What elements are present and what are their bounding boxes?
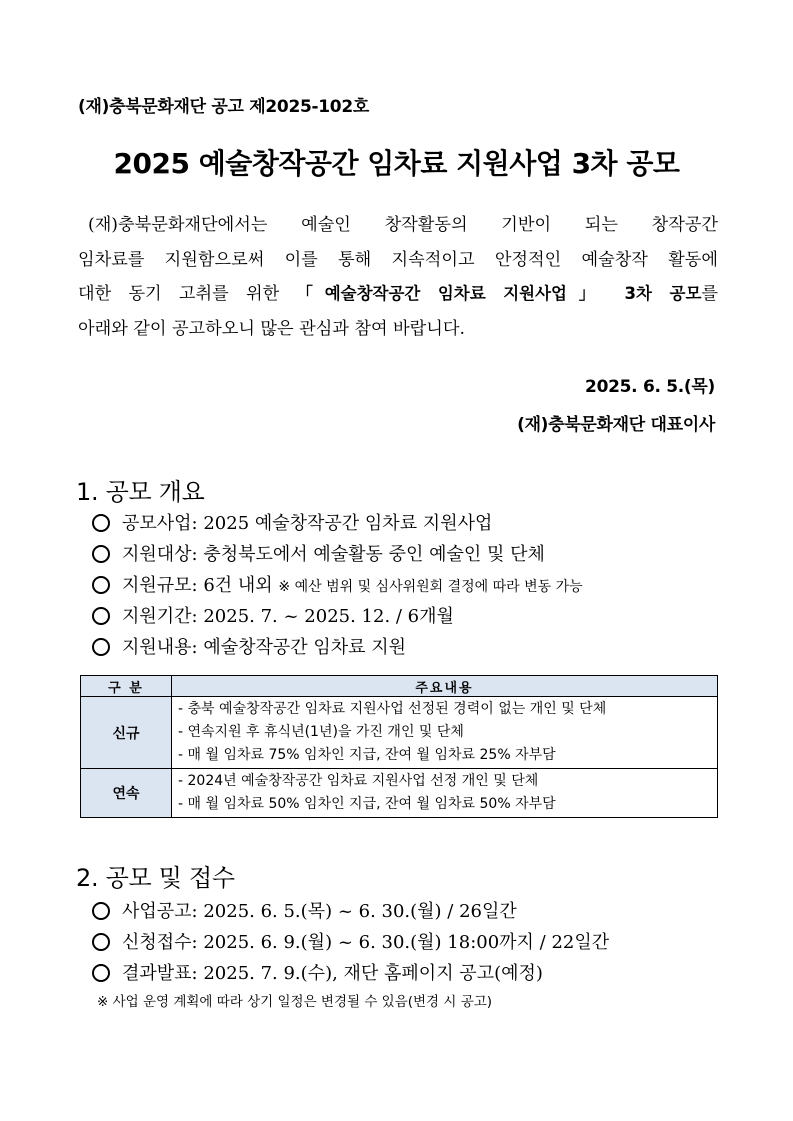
section-2-bullets <box>92 896 609 989</box>
section-2-heading <box>76 858 235 893</box>
circle-bullet-icon <box>92 933 110 951</box>
support-type-table <box>80 675 718 818</box>
list-item-text: 지원기간: 2025. 7. ~ 2025. 12. / 6개월 <box>122 606 454 627</box>
list-item <box>92 601 583 632</box>
circle-bullet-icon <box>92 576 110 594</box>
notice-number: (재)충북문화재단 공고 제2025-102호 <box>78 97 369 117</box>
signature-block <box>517 368 715 444</box>
section-1-heading <box>76 472 205 507</box>
circle-bullet-icon <box>92 902 110 920</box>
section-1-bullets <box>92 508 583 663</box>
schedule-footnote: ※ 사업 운영 계획에 따라 상기 일정은 변경될 수 있음(변경 시 공고) <box>97 994 493 1010</box>
table-cell-line: - 매 월 임차료 75% 임차인 지급, 잔여 월 임차료 25% 자부담 <box>178 747 556 763</box>
table-cell-line: - 충북 예술창작공간 임차료 지원사업 선정된 경력이 없는 개인 및 단체 <box>178 701 607 717</box>
list-item <box>92 896 609 927</box>
table-header-row <box>81 676 718 697</box>
list-item <box>92 570 583 601</box>
list-item <box>92 632 583 663</box>
list-item-text: 결과발표: 2025. 7. 9.(수), 재단 홈페이지 공고(예정) <box>122 963 543 984</box>
circle-bullet-icon <box>92 514 110 532</box>
table-cell-kind: 연속 <box>81 769 172 818</box>
intro-paragraph <box>78 208 718 346</box>
list-item-text: 지원규모: 6건 내외 <box>122 575 279 596</box>
signature-issuer: (재)충북문화재단 대표이사 <box>517 415 715 435</box>
circle-bullet-icon <box>92 638 110 656</box>
list-item-text: 공모사업: 2025 예술창작공간 임차료 지원사업 <box>122 513 493 534</box>
section-2-title: 공모 및 접수 <box>105 864 235 892</box>
section-1-number: 1. <box>76 478 99 506</box>
table-row <box>81 697 718 769</box>
list-item <box>92 927 609 958</box>
table-cell-content <box>172 697 718 769</box>
table-cell-kind: 신규 <box>81 697 172 769</box>
list-item-text: 사업공고: 2025. 6. 5.(목) ~ 6. 30.(월) / 26일간 <box>122 901 517 922</box>
list-item <box>92 539 583 570</box>
intro-line-1: (재)충북문화재단에서는 예술인 창작활동의 기반이 되는 창작공간 <box>88 215 718 235</box>
circle-bullet-icon <box>92 545 110 563</box>
table-header-content: 주요내용 <box>172 676 718 697</box>
section-2-number: 2. <box>76 864 99 892</box>
intro-line-3-suffix: 를 <box>701 284 718 304</box>
list-item-text: 지원대상: 충청북도에서 예술활동 중인 예술인 및 단체 <box>122 544 545 565</box>
intro-line-2: 임차료를 지원함으로써 이를 통해 지속적이고 안정적인 예술창작 활동에 <box>78 249 718 270</box>
circle-bullet-icon <box>92 607 110 625</box>
list-item-text: 신청접수: 2025. 6. 9.(월) ~ 6. 30.(월) 18:00까지 / 22일간 <box>122 932 610 953</box>
list-item <box>92 958 609 989</box>
list-item <box>92 508 583 539</box>
table-row <box>81 769 718 818</box>
page-title: 2025 예술창작공간 임차료 지원사업 3차 공모 <box>113 147 680 180</box>
table-cell-line: - 매 월 임차료 50% 임차인 지급, 잔여 월 임차료 50% 자부담 <box>178 796 556 812</box>
intro-line-3 <box>78 277 718 312</box>
signature-date: 2025. 6. 5.(목) <box>585 377 715 397</box>
circle-bullet-icon <box>92 964 110 982</box>
intro-line-4: 아래와 같이 공고하오니 많은 관심과 참여 바랍니다. <box>78 318 465 339</box>
table-cell-line: - 연속지원 후 휴식년(1년)을 가진 개인 및 단체 <box>178 724 464 740</box>
table-header-kind: 구 분 <box>81 676 172 697</box>
table-cell-line: - 2024년 예술창작공간 임차료 지원사업 선정 개인 및 단체 <box>178 773 539 789</box>
list-item-text: 지원내용: 예술창작공간 임차료 지원 <box>122 637 407 658</box>
intro-line-3-bold: 「예술창작공간 임차료 지원사업」 3차 공모 <box>296 284 702 303</box>
list-item-note: ※ 예산 범위 및 심사위원회 결정에 따라 변동 가능 <box>278 579 583 595</box>
intro-line-3-prefix: 대한 동기 고취를 위한 <box>78 284 297 304</box>
section-1-title: 공모 개요 <box>105 478 205 506</box>
table-cell-content <box>172 769 718 818</box>
